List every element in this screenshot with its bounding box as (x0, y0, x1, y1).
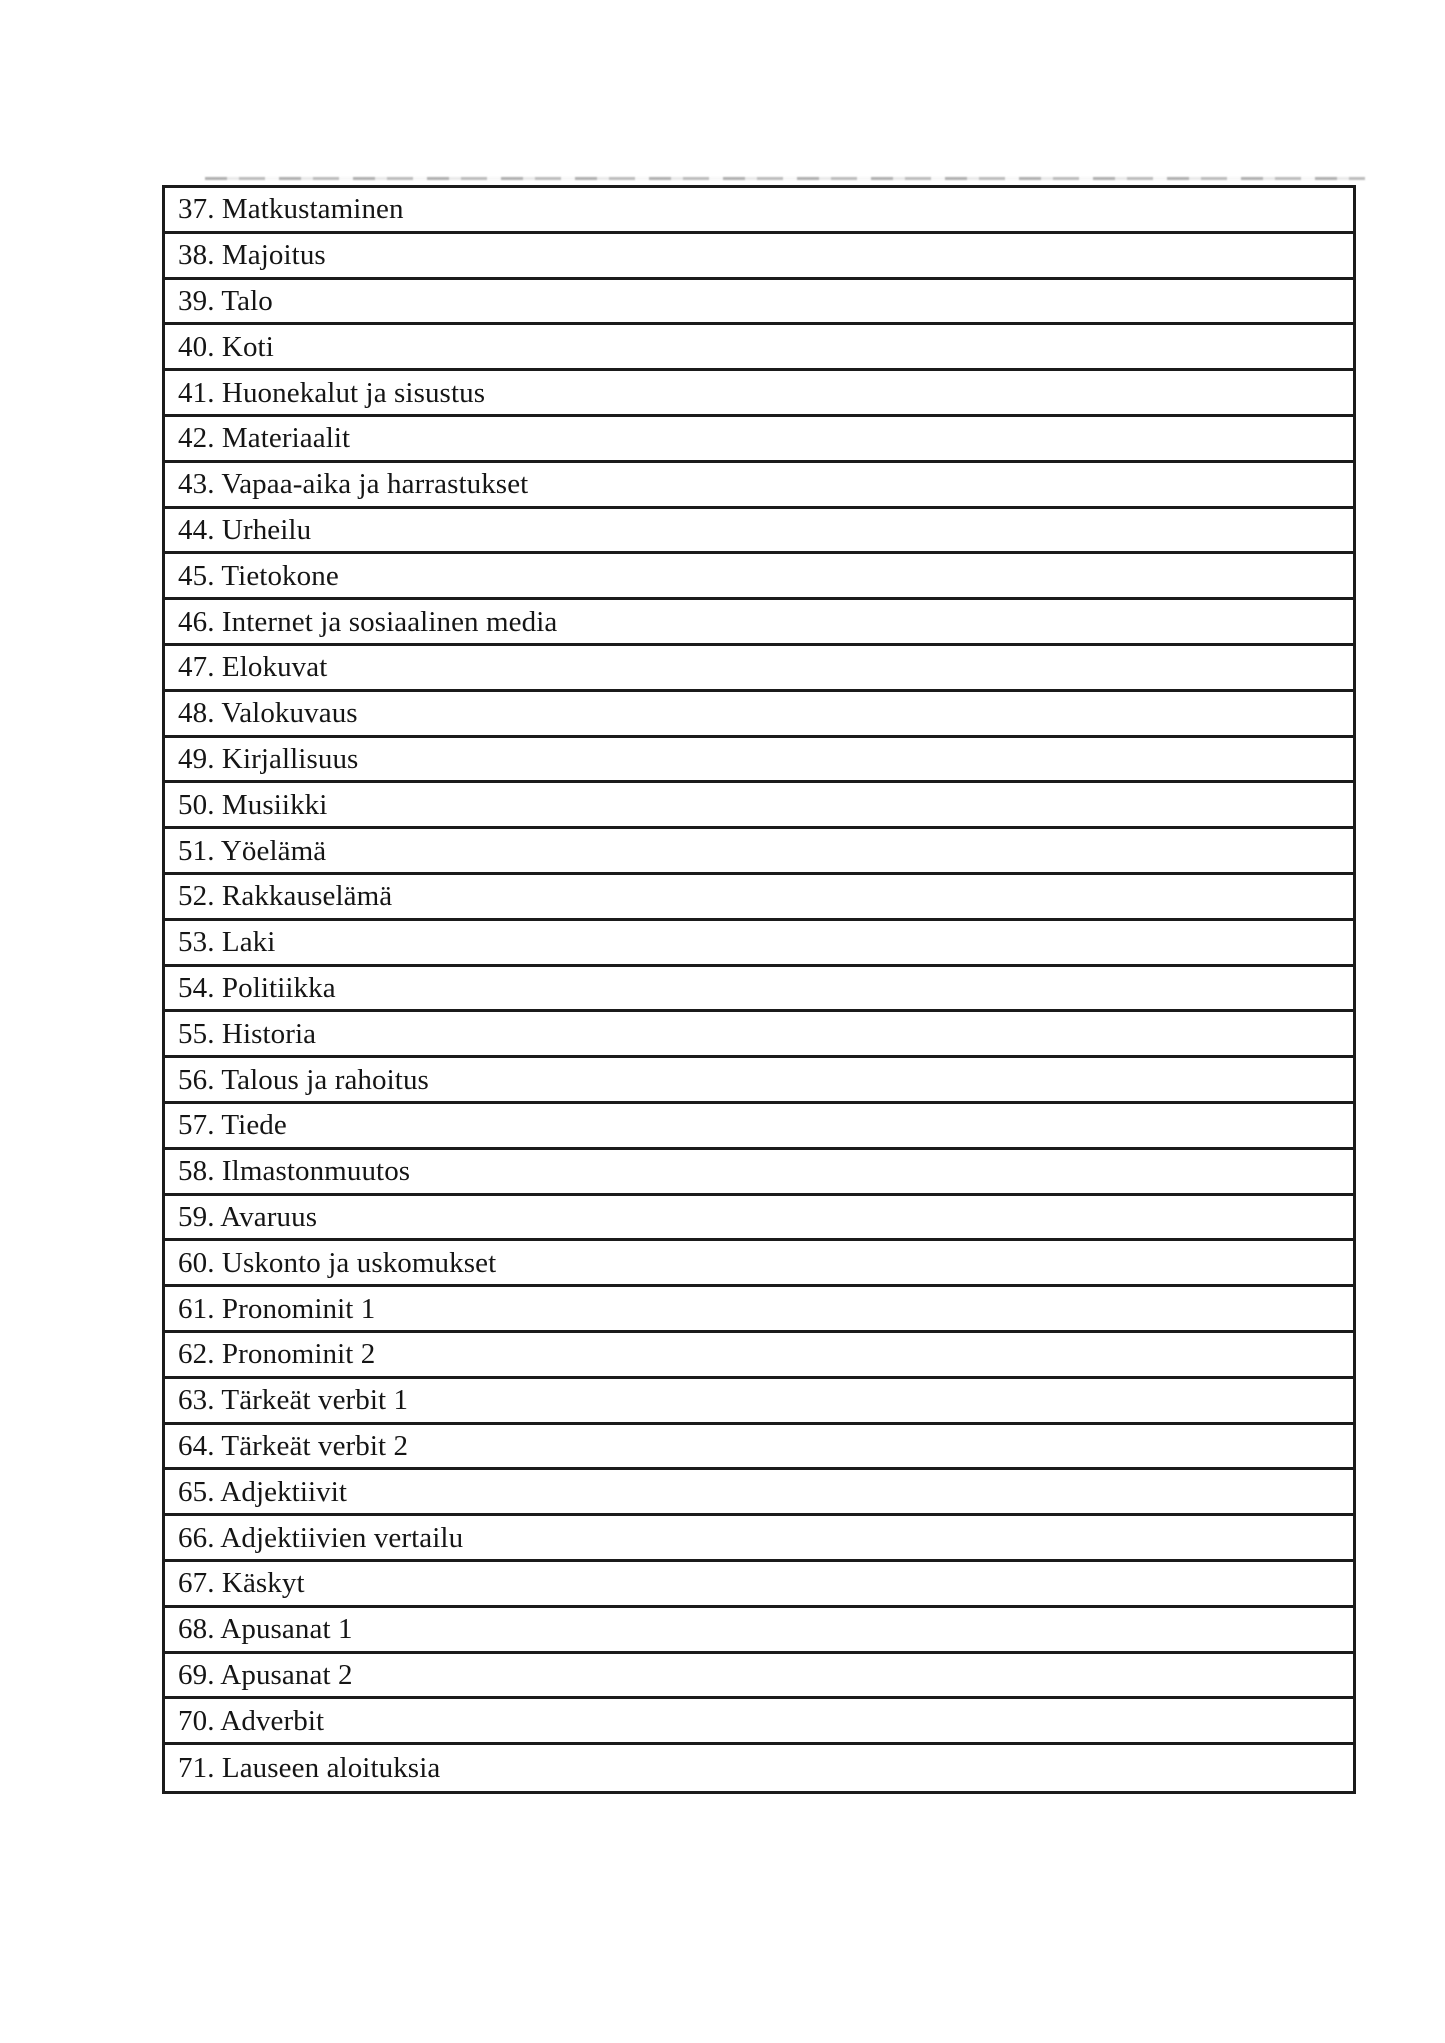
toc-row-label: 54. Politiikka (178, 971, 336, 1004)
toc-row-label: 63. Tärkeät verbit 1 (178, 1384, 409, 1417)
scan-artifact-line (205, 177, 1365, 180)
toc-row (165, 600, 1353, 646)
toc-row (165, 875, 1353, 921)
toc-row (165, 1745, 1353, 1791)
toc-row-label: 43. Vapaa-aika ja harrastukset (178, 468, 529, 501)
toc-row-label: 62. Pronominit 2 (178, 1338, 376, 1371)
toc-row (165, 1287, 1353, 1333)
toc-row-label: 58. Ilmastonmuutos (178, 1155, 411, 1188)
toc-row (165, 1699, 1353, 1745)
toc-row-label: 50. Musiikki (178, 788, 328, 821)
toc-row (165, 1104, 1353, 1150)
toc-row-label: 46. Internet ja sosiaalinen media (178, 605, 558, 638)
toc-row (165, 738, 1353, 784)
toc-row-label: 65. Adjektiivit (178, 1475, 348, 1508)
toc-row-label: 69. Apusanat 2 (178, 1658, 353, 1691)
toc-row-label: 68. Apusanat 1 (178, 1613, 353, 1646)
toc-row (165, 967, 1353, 1013)
toc-row-label: 41. Huonekalut ja sisustus (178, 376, 486, 409)
toc-row (165, 1470, 1353, 1516)
toc-row (165, 188, 1353, 234)
toc-row (165, 1379, 1353, 1425)
toc-row (165, 646, 1353, 692)
toc-row (165, 1196, 1353, 1242)
toc-row-label: 38. Majoitus (178, 239, 326, 272)
toc-row-label: 45. Tietokone (178, 559, 339, 592)
toc-row (165, 921, 1353, 967)
toc-row (165, 554, 1353, 600)
toc-row-label: 59. Avaruus (178, 1200, 318, 1233)
toc-row-label: 67. Käskyt (178, 1567, 305, 1600)
toc-row (165, 463, 1353, 509)
toc-row (165, 829, 1353, 875)
toc-row-label: 56. Talous ja rahoitus (178, 1063, 429, 1096)
toc-row-label: 61. Pronominit 1 (178, 1292, 376, 1325)
toc-row-label: 40. Koti (178, 330, 274, 363)
toc-row (165, 325, 1353, 371)
toc-row (165, 1241, 1353, 1287)
toc-row (165, 1058, 1353, 1104)
toc-row (165, 509, 1353, 555)
toc-row (165, 1150, 1353, 1196)
toc-row (165, 1012, 1353, 1058)
toc-row (165, 280, 1353, 326)
toc-row-label: 70. Adverbit (178, 1704, 325, 1737)
toc-row-label: 37. Matkustaminen (178, 193, 404, 226)
toc-row (165, 1516, 1353, 1562)
toc-row-label: 44. Urheilu (178, 513, 312, 546)
toc-row-label: 55. Historia (178, 1017, 317, 1050)
toc-row-label: 42. Materiaalit (178, 422, 351, 455)
toc-row-label: 47. Elokuvat (178, 651, 328, 684)
toc-row-label: 52. Rakkauselämä (178, 880, 393, 913)
toc-row-label: 57. Tiede (178, 1109, 287, 1142)
toc-row-label: 48. Valokuvaus (178, 697, 358, 730)
toc-row (165, 234, 1353, 280)
toc-row (165, 1425, 1353, 1471)
toc-row-label: 66. Adjektiivien vertailu (178, 1521, 464, 1554)
toc-row-label: 53. Laki (178, 926, 276, 959)
toc-row (165, 692, 1353, 738)
toc-row-label: 39. Talo (178, 284, 273, 317)
toc-row (165, 1333, 1353, 1379)
toc-row-label: 49. Kirjallisuus (178, 742, 359, 775)
toc-row (165, 371, 1353, 417)
toc-row-label: 60. Uskonto ja uskomukset (178, 1246, 497, 1279)
toc-row (165, 1654, 1353, 1700)
toc-row (165, 783, 1353, 829)
toc-row (165, 1562, 1353, 1608)
toc-row (165, 1608, 1353, 1654)
toc-row-label: 64. Tärkeät verbit 2 (178, 1429, 409, 1462)
toc-table (162, 185, 1356, 1794)
toc-row (165, 417, 1353, 463)
toc-row-label: 71. Lauseen aloituksia (178, 1751, 441, 1784)
toc-row-label: 51. Yöelämä (178, 834, 327, 867)
